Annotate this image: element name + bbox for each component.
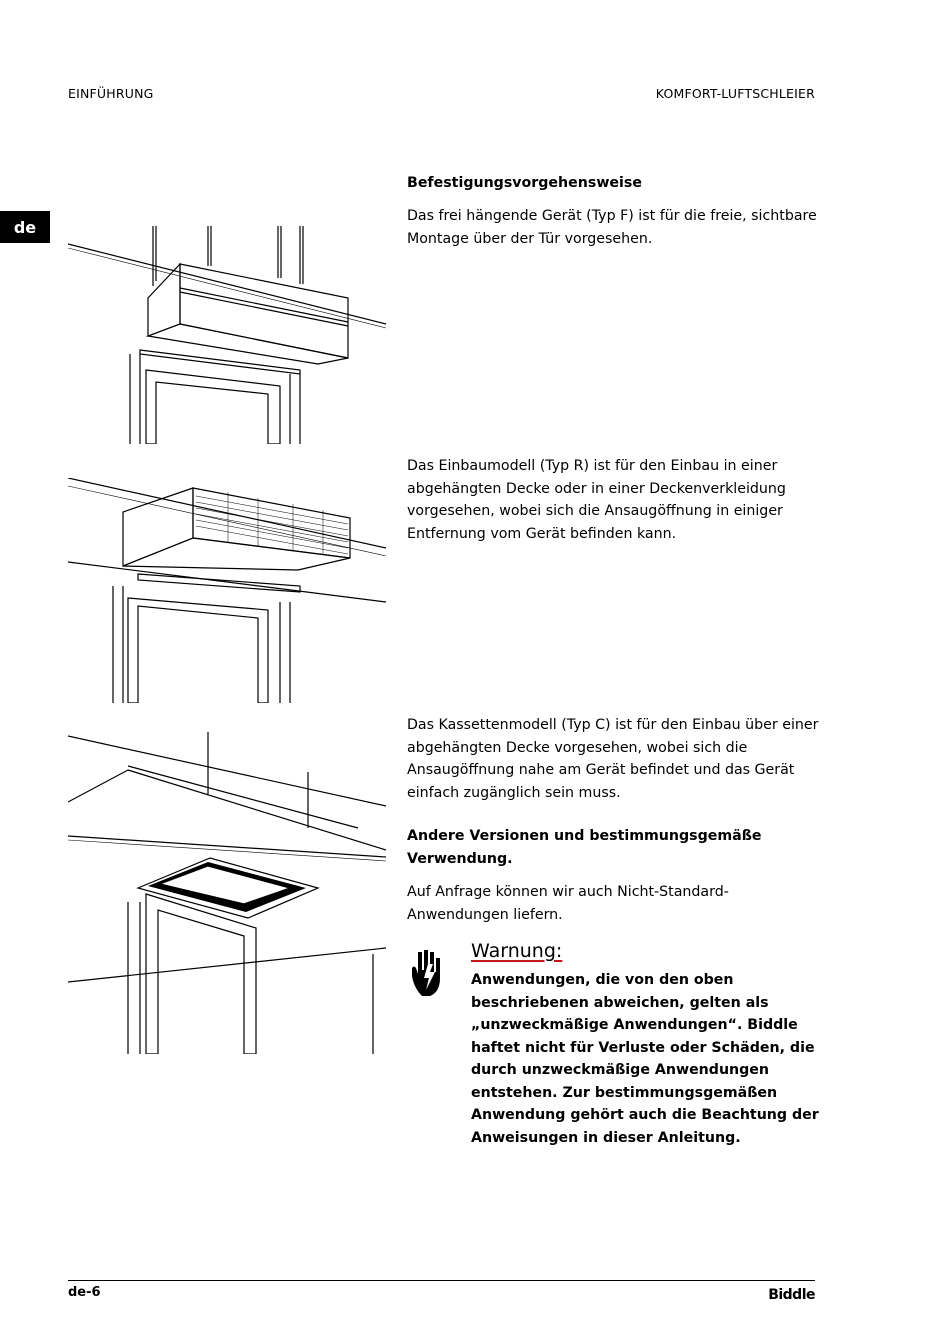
- page-number: de-6: [68, 1285, 101, 1300]
- other-versions-paragraph: Auf Anfrage können wir auch Nicht-Standard-Anwendungen liefern.: [407, 884, 729, 923]
- header-document-title: KOMFORT-LUFTSCHLEIER: [655, 86, 815, 101]
- footer-divider: [68, 1280, 815, 1281]
- brand-logo: Biddle: [768, 1287, 815, 1303]
- type-c-paragraph: Das Kassettenmodell (Typ C) ist für den Einbau über einer abgehängten Decke vorgesehen, wobei sich die Ansaugöffnung nahe am Gerät befindet und das Gerät einfach zugänglich sein muss.: [407, 717, 819, 801]
- type-r-paragraph: Das Einbaumodell (Typ R) ist für den Einbau in einer abgehängten Decke oder in einer Deckenverkleidung vorgesehen, wobei sich die Ansaugöffnung in einiger Entfernung vom Gerät befinden kann.: [407, 458, 786, 542]
- type-f-illustration: [68, 226, 386, 444]
- warning-text: Anwendungen, die von den oben beschriebenen abweichen, gelten als „unzweckmäßige Anwendungen“. Biddle haftet nicht für Verluste oder Schäden, die durch unzweckmäßige Anwendungen entstehen. Zur bestimmungsgemäßen Anwendung gehört auch die Beachtung der Anweisungen in dieser Anleitung.: [471, 972, 819, 1146]
- language-tab: de: [0, 211, 50, 243]
- type-c-illustration: [68, 732, 386, 1054]
- type-f-paragraph: Das frei hängende Gerät (Typ F) ist für die freie, sichtbare Montage über der Tür vorgesehen.: [407, 208, 817, 247]
- other-versions-heading: Andere Versionen und bestimmungsgemäße Verwendung.: [407, 828, 762, 867]
- warning-hand-icon: [410, 948, 450, 998]
- mounting-heading: Befestigungsvorgehensweise: [407, 175, 642, 191]
- warning-title: Warnung:: [471, 940, 563, 962]
- header-section-title: EINFÜHRUNG: [68, 86, 154, 101]
- type-r-illustration: [68, 478, 386, 703]
